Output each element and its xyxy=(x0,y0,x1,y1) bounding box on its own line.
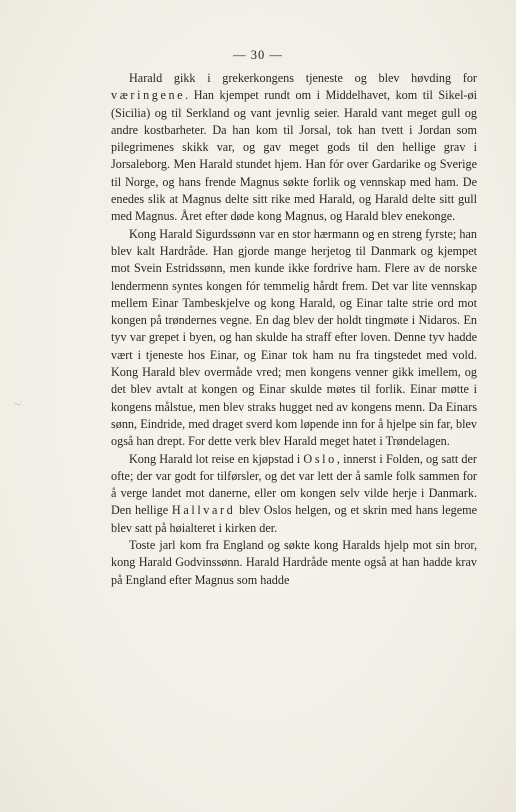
page-number: — 30 — xyxy=(233,48,283,62)
paragraph-1 xyxy=(111,70,477,226)
margin-pencil-mark: 1. xyxy=(11,398,24,408)
paragraph-3-spaced-word-oslo: Oslo xyxy=(303,451,337,466)
paragraph-3-part-e: blev Oslos helgen, og et skrin med hans legeme blev satt på høialteret i kirken der. xyxy=(111,503,477,535)
body-text xyxy=(111,70,477,589)
paragraph-4: Toste jarl kom fra England og søkte kong Haralds hjelp mot sin bror, kong Harald Godvinssønn. Harald Hardråde mente også at han hadde krav på England efter Magnus som hadde xyxy=(111,538,477,587)
paragraph-3 xyxy=(111,451,477,537)
paragraph-2: Kong Harald Sigurdssønn var en stor hærmann og en streng fyrste; han blev kalt Hardråde. Han gjorde mange herjetog til Danmark og kjempet mot Svein Estridssønn, men kunde ikke fordrive ham. Flere av de norske lendermenn syntes kongen fór temmelig hårdt frem. Det var lite vennskap mellem Einar Tambeskjelve og kong Harald, og Einar talte strie ord mot kongen på trøndernes vegne. En dag blev der holdt tingmøte i Nidaros. En tyv var grepet i byen, og han skulde ha straff efter loven. Denne tyv hadde vært i tjeneste hos Einar, og Einar tok ham nu fra tingstedet med vold. Kong Harald blev overmåde vred; men kongens venner gikk imellem, og det blev avtalt at kongen og Einar skulde møtes til forlik. Einar møtte i kongens målstue, men blev straks hugget ned av kongens menn. Da Einars sønn, Eindride, med draget sverd kom løpende inn for å hjelpe sin far, blev også han drept. For dette verk blev Harald meget hatet i Trøndelagen. xyxy=(111,226,477,449)
paragraph-3-part-a: Kong Harald lot reise en kjøpstad i xyxy=(129,451,304,466)
paragraph-1-part-c: . Han kjempet rundt om i Middelhavet, kom til Sikel-øi (Sicilia) og til Serkland og vant jevnlig seier. Harald vant meget gull og andre kostbarheter. Da han kom til Jorsal, tok han tvett i Jordan som pilegrimenes skikk var, og gav meget gods til den hellige grav i Jorsaleborg. Men Harald stundet hjem. Han fór over Gardarike og Sverige til Norge, og hans frende Magnus søkte forlik og vennskap med ham. De enedes slik at Magnus delte sitt rike med Harald, og Harald delte sitt gull med Magnus. Året efter døde kong Magnus, og Harald blev enekonge. xyxy=(111,88,477,224)
paragraph-1-spaced-word: væringene xyxy=(111,88,186,103)
paragraph-3-spaced-word-hallvard: Hallvard xyxy=(171,503,236,518)
paragraph-1-part-a: Harald gikk i grekerkongens tjeneste og blev høvding for xyxy=(129,71,477,85)
paragraph-3-part-c: , innerst i Folden, og satt der ofte; der var godt for tilførsler, og det var lett der å samle folk sammen for å verge landet mot danerne, eller om kongen selv vilde herje i Danmark. Den hellige xyxy=(111,451,477,518)
